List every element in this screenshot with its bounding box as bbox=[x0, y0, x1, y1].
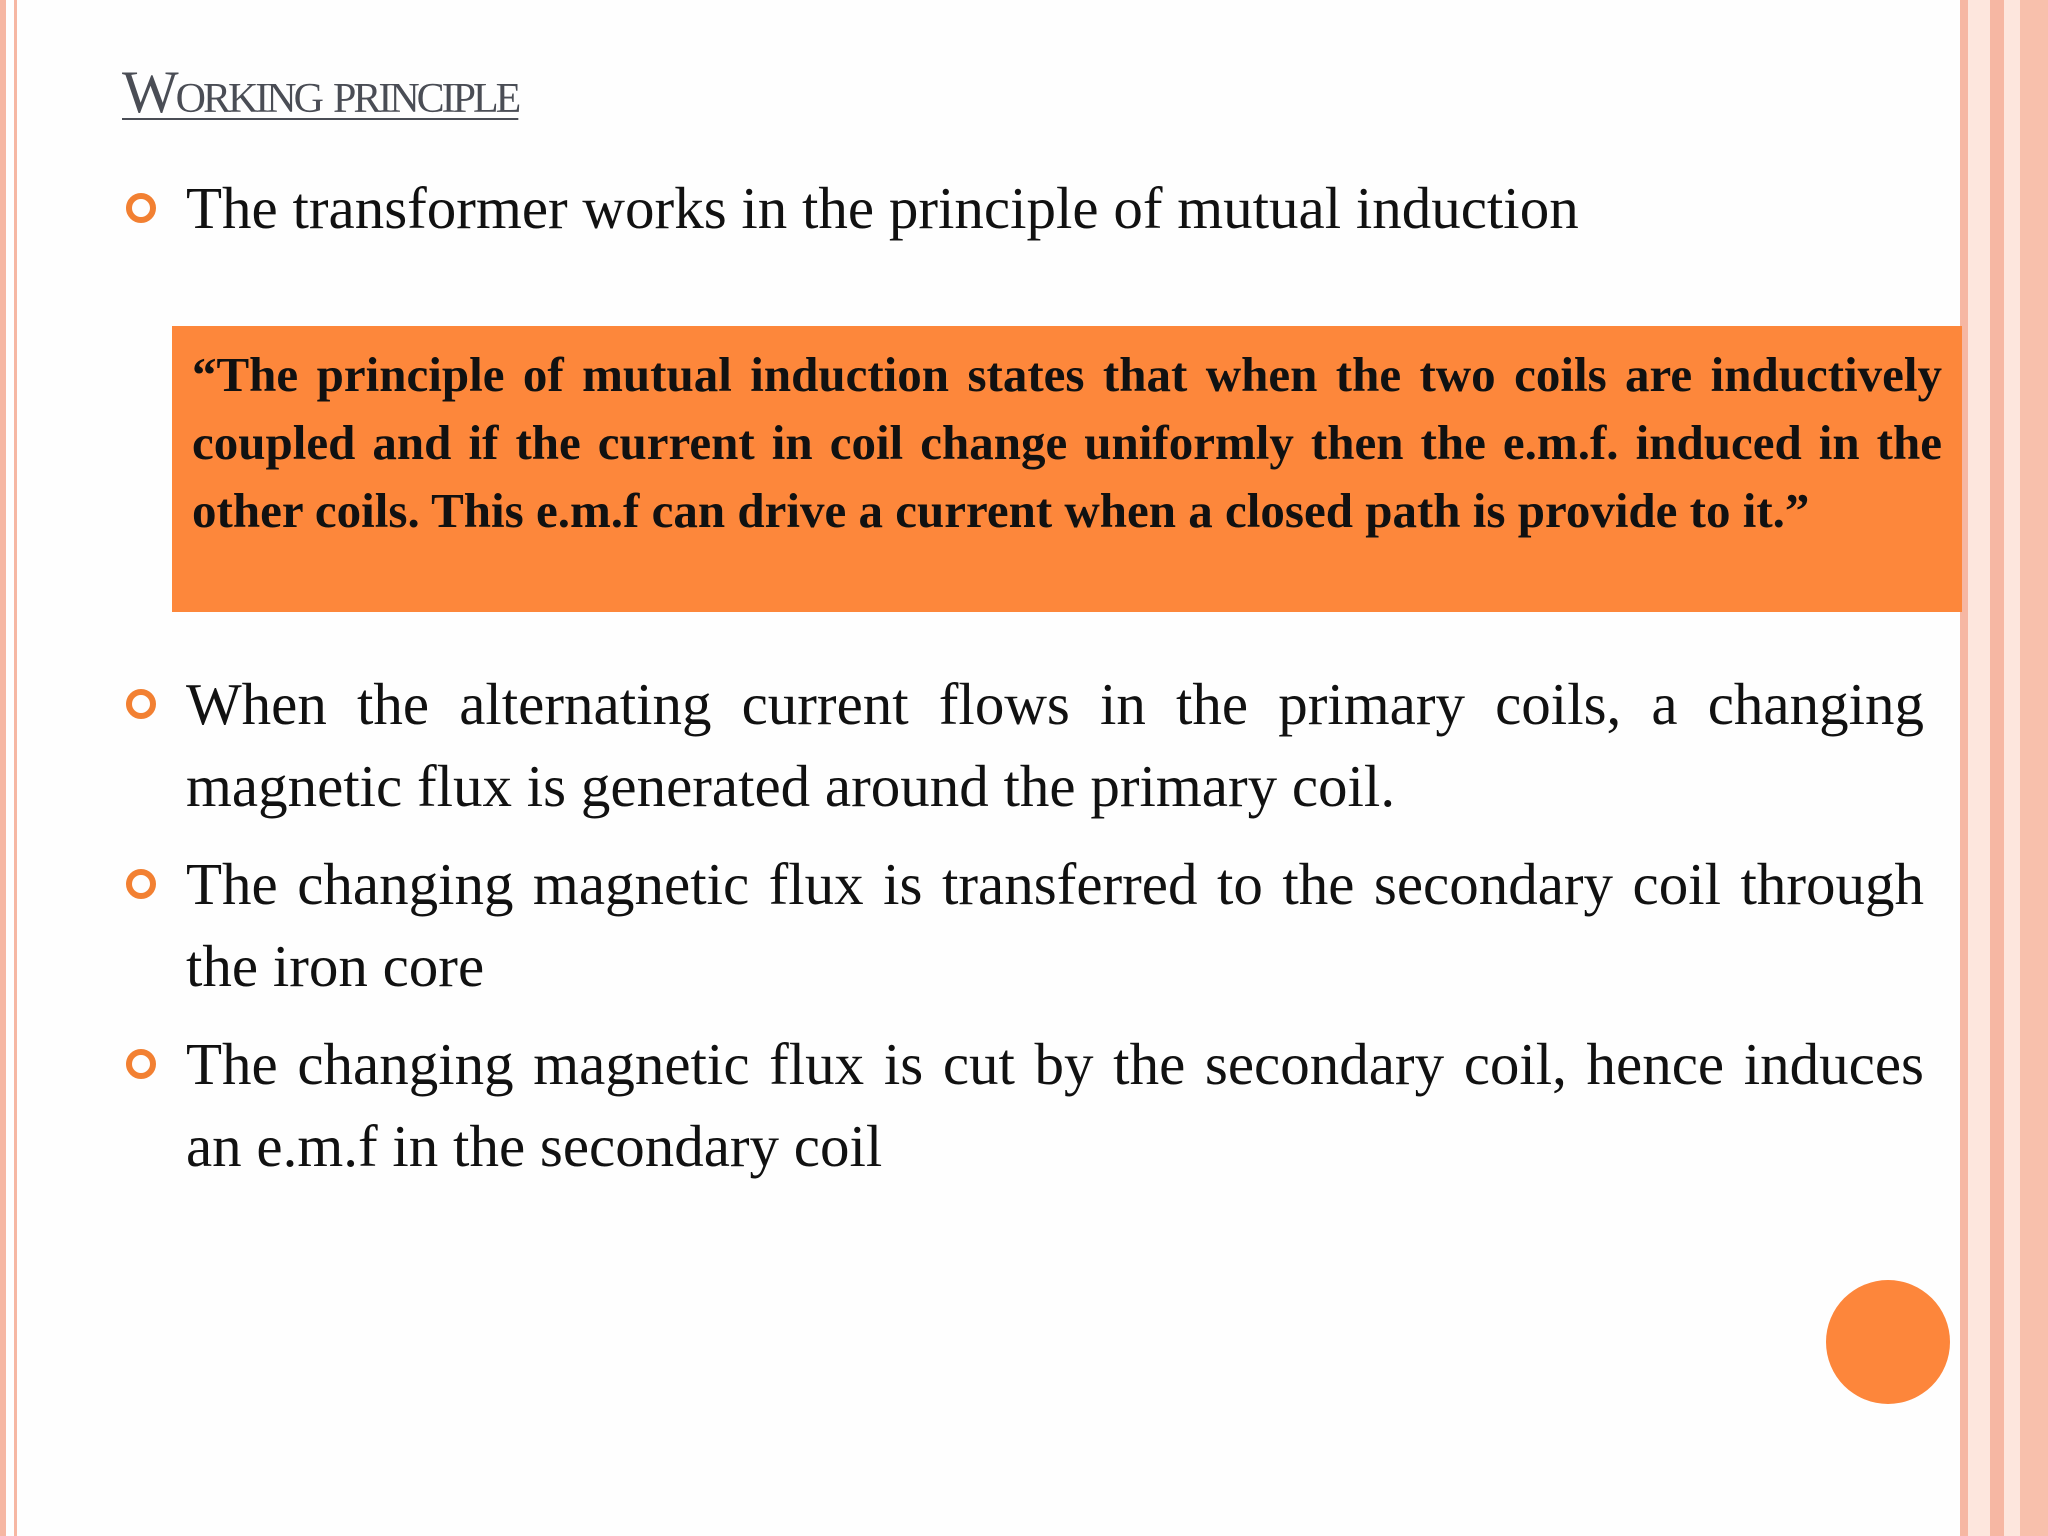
ring-bullet-icon bbox=[126, 193, 156, 223]
definition-quote-box bbox=[172, 326, 1962, 612]
slide-title: Working principle bbox=[122, 59, 519, 125]
left-border-line-thin bbox=[14, 0, 17, 1536]
ring-bullet-icon bbox=[126, 869, 156, 899]
definition-quote-text: “The principle of mutual induction states that when the two coils are inductively coupled and if the current in coil change uniformly then the e.m.f. induced in the other coils. This e.m.f can drive a current when a closed path is provide to it.” bbox=[192, 347, 1942, 538]
left-border-line bbox=[0, 0, 6, 1536]
bullet-text-4: The changing magnetic flux is cut by the secondary coil, hence induces an e.m.f in the secondary coil bbox=[186, 1031, 1924, 1179]
ring-bullet-icon bbox=[126, 689, 156, 719]
orange-circle-decoration bbox=[1826, 1280, 1950, 1404]
right-border-line-2 bbox=[1990, 0, 2004, 1536]
ring-bullet-icon bbox=[126, 1049, 156, 1079]
right-border-band-2 bbox=[2004, 0, 2020, 1536]
bullet-text-3: The changing magnetic flux is transferred to the secondary coil through the iron core bbox=[186, 851, 1924, 999]
bullet-text-2: When the alternating current flows in the primary coils, a changing magnetic flux is generated around the primary coil. bbox=[186, 671, 1924, 819]
bullet-text-1: The transformer works in the principle of mutual induction bbox=[186, 175, 1579, 241]
right-border-line bbox=[1960, 0, 1968, 1536]
right-border-edge bbox=[2020, 0, 2048, 1536]
right-border-band bbox=[1968, 0, 1990, 1536]
